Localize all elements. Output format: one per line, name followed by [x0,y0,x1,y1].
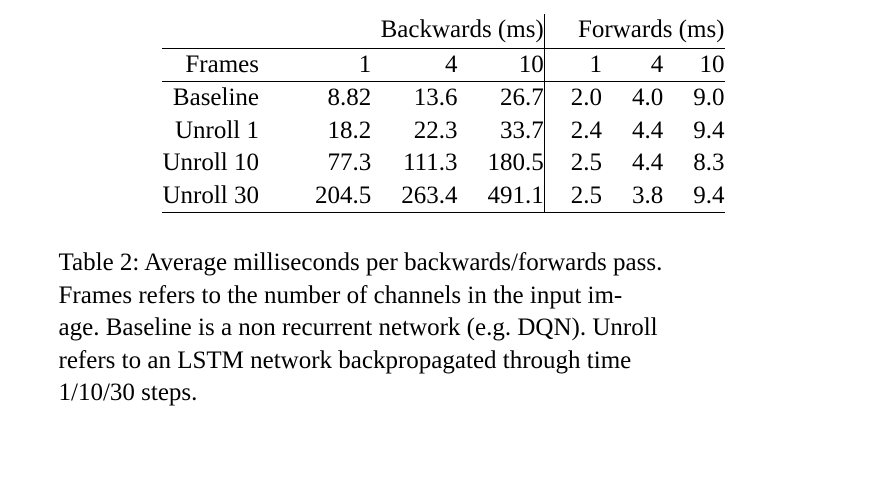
group-header-forwards: Forwards (ms) [544,14,724,48]
results-table [162,14,724,213]
table-row [162,82,724,115]
cell-unroll1-forwards-4: 4.4 [632,116,664,144]
column-header-backwards-1: 1 [285,48,371,82]
cell-unroll30-forwards-4: 3.8 [602,180,663,213]
column-header-backwards-4: 4 [371,48,457,82]
cell-unroll1-forwards-10: 9.4 [693,116,725,144]
table-body [162,82,724,213]
row-label-unroll-1: Unroll 1 [174,116,260,144]
caption-line-2: Frames refers to the number of channels in the input im- [58,281,623,309]
cell-baseline-backwards-4: 13.6 [413,84,458,111]
caption-line-4: refers to an LSTM network backpropagated through time [58,346,632,374]
cell-unroll1-forwards-1: 2.4 [544,115,602,148]
cell-unroll30-backwards-10: 491.1 [458,180,545,213]
column-header-forwards-10: 10 [663,48,724,82]
cell-unroll10-backwards-1: 77.3 [327,149,372,176]
cell-baseline-backwards-10: 26.7 [500,84,544,111]
table-row [162,115,724,148]
cell-baseline-forwards-10: 9.0 [693,84,725,111]
cell-unroll30-forwards-1: 2.5 [544,180,602,213]
group-header-backwards: Backwards (ms) [380,16,544,43]
cell-baseline-forwards-1: 2.0 [544,82,602,115]
cell-unroll10-backwards-10: 180.5 [487,149,544,176]
cell-unroll10-backwards-4: 111.3 [403,149,458,176]
cell-unroll30-backwards-1: 204.5 [285,180,371,213]
cell-unroll1-backwards-1: 18.2 [327,116,372,144]
column-header-forwards-4: 4 [602,48,663,82]
row-label-unroll-10: Unroll 10 [162,149,260,176]
table-caption [59,247,829,410]
column-header-backwards-10: 10 [458,48,545,82]
caption-line-1: Table 2: Average milliseconds per backwards/forwards pass. [58,249,663,276]
table-row [162,180,724,213]
cell-unroll1-backwards-4: 22.3 [413,116,458,144]
caption-line-3: age. Baseline is a non recurrent network (e.g. DQN). Unroll [58,314,658,341]
column-header-forwards-1: 1 [544,48,602,82]
cell-unroll10-forwards-1: 2.5 [544,147,602,180]
cell-unroll10-forwards-4: 4.4 [632,149,664,176]
cell-unroll1-backwards-10: 33.7 [500,116,544,144]
cell-baseline-forwards-4: 4.0 [632,84,664,111]
cell-unroll30-backwards-4: 263.4 [371,180,457,213]
cell-unroll30-forwards-10: 9.4 [663,180,724,213]
group-header-empty [162,14,285,48]
cell-unroll10-forwards-10: 8.3 [693,149,725,176]
column-header-frames: Frames [162,48,285,82]
cell-baseline-backwards-1: 8.82 [327,84,372,111]
table-row [162,147,724,180]
table-column-header-row [162,48,724,82]
table-group-header-row [162,14,724,48]
caption-line-5: 1/10/30 steps. [58,379,198,406]
table-head [162,14,724,82]
row-label-unroll-30: Unroll 30 [162,180,285,213]
row-label-baseline: Baseline [172,84,260,111]
